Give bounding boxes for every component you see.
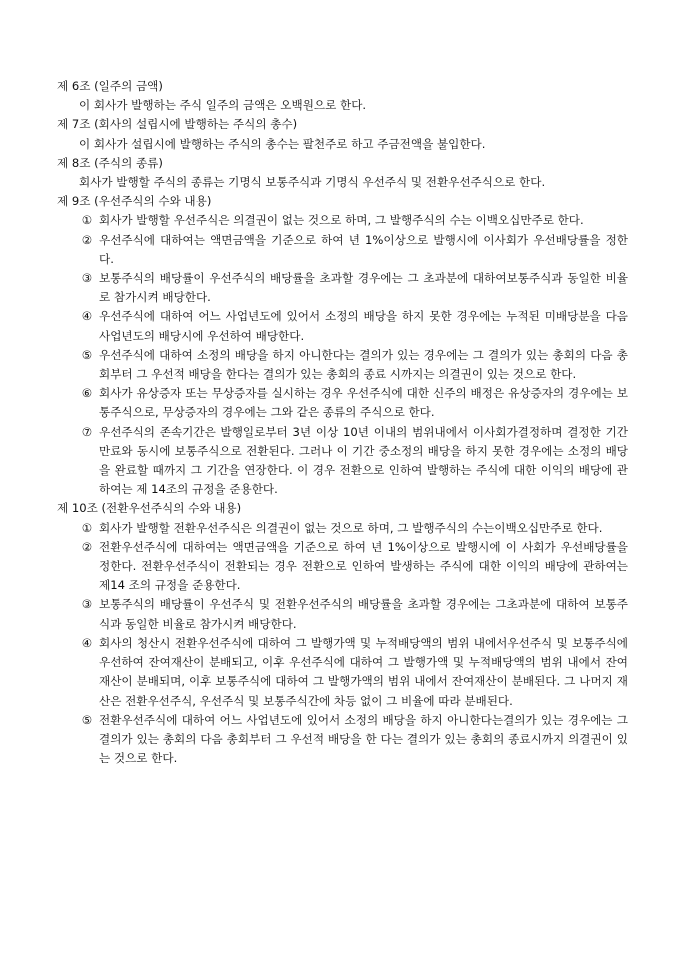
clause-number: ② [81,232,93,247]
clause-item [57,634,628,711]
clause-item [57,384,628,422]
clause-text: 회사가 발행할 우선주식은 의결권이 없는 것으로 하며, 그 발행주식의 수는 이백오십만주로 한다. [99,213,584,228]
article-heading: 제 9조 (우선주식의 수와 내용) [57,194,212,209]
clause-number: ① [81,520,93,535]
clause-number: ① [81,213,93,228]
clause-text: 회사가 발행할 전환우선주식은 의결권이 없는 것으로 하며, 그 발행주식의 수는이백오십만주로 한다. [99,520,603,535]
clause-text: 보통주식의 배당률이 우선주식의 배당률을 초과할 경우에는 그 초과분에 대하여보통주식과 동일한 비율로 참가시켜 배당한다. [99,271,628,305]
article-heading: 제 10조 (전환우선주식의 수와 내용) [57,501,242,516]
clause-number: ③ [81,271,93,286]
clause-item [57,423,628,500]
article-body: 회사가 발행할 주식의 종류는 기명식 보통주식과 기명식 우선주식 및 전환우선주식으로 한다. [79,175,546,190]
clause-number: ⑤ [81,712,93,727]
clause-text: 보통주식의 배당률이 우선주식 및 전환우선주식의 배당률을 초과할 경우에는 그초과분에 대하여 보통주식과 동일한 비율로 참가시켜 배당한다. [99,597,628,631]
article-body: 이 회사가 설립시에 발행하는 주식의 총수는 팔천주로 하고 주금전액을 불입한다. [79,136,486,151]
clause-number: ⑤ [81,347,93,362]
clause-item [57,538,628,596]
clause-item [57,595,628,633]
clause-text: 회사가 유상증자 또는 무상증자를 실시하는 경우 우선주식에 대한 신주의 배정은 유상증자의 경우에는 보통주식으로, 무상증자의 경우에는 그와 같은 종류의 주식으로 한다. [99,386,628,420]
clause-item [57,269,628,307]
clause-item [57,711,628,769]
article-9 [57,192,628,499]
article-8 [57,154,628,192]
clause-number: ③ [81,597,93,612]
article-heading: 제 8조 (주식의 종류) [57,155,163,170]
clause-text: 전환우선주식에 대하여는 액면금액을 기준으로 하여 년 1%이상으로 발행시에 이 사회가 우선배당률을 정한다. 전환우선주식이 전환되는 경우 전환으로 인하여 발생하는 주식에 대한 이익의 배당에 관하여는 제14 조의 규정을 준용한다. [99,539,628,593]
clause-text: 회사의 청산시 전환우선주식에 대하여 그 발행가액 및 누적배당액의 범위 내에서우선주식 및 보통주식에 우선하여 잔여재산이 분배되고, 이후 우선주식에 대하여 그 발행가액 및 누적배당액의 범위 내에서 잔여재산이 분배되며, 이후 보통주식에 대하여 그 발행가액의 범위 내에서 잔여재산이 분배된다. 그 나머지 재산은 전환우선주식, 우선주식 및 보통주식간에 차등 없이 그 비율에 따라 분배된다. [99,635,628,708]
clause-text: 우선주식의 존속기간은 발행일로부터 3년 이상 10년 이내의 범위내에서 이사회가결정하며 결정한 기간 만료와 동시에 보통주식으로 전환된다. 그러나 이 기간 중소정의 배당을 하지 못한 경우에는 소정의 배당을 완료할 때까지 그 기간을 연장한다. 이 경우 전환으로 인하여 발행하는 주식에 대한 이익의 배당에 관하여는 제 14조의 규정을 준용한다. [99,424,628,497]
article-heading: 제 6조 (일주의 금액) [57,79,163,93]
clause-number: ⑥ [81,386,93,401]
article-7 [57,115,628,153]
clause-text: 우선주식에 대하여 어느 사업년도에 있어서 소정의 배당을 하지 못한 경우에는 누적된 미배당분을 다음 사업년도의 배당시에 우선하여 배당한다. [99,309,628,343]
clause-list [57,519,628,769]
article-heading: 제 7조 (회사의 설립시에 발행하는 주식의 총수) [57,117,298,132]
clause-item [57,346,628,384]
clause-item [57,231,628,269]
clause-number: ④ [81,635,93,650]
clause-number: ② [81,539,93,554]
clause-list [57,211,628,499]
clause-number: ⑦ [81,424,93,439]
clause-text: 우선주식에 대하여 소정의 배당을 하지 아니한다는 결의가 있는 경우에는 그 결의가 있는 총회의 다음 총회부터 그 우선적 배당을 한다는 결의가 있는 총회의 종료 시까지는 의결권이 있는 것으로 한다. [99,347,628,382]
clause-text: 전환우선주식에 대하여 어느 사업년도에 있어서 소정의 배당을 하지 아니한다는결의가 있는 경우에는 그 결의가 있는 총회의 다음 총회부터 그 우선적 배당을 한 다는 결의가 있는 총회의 종료시까지 의결권이 있는 것으로 한다. [99,712,628,766]
article-10 [57,499,628,768]
article-6 [57,77,628,115]
clause-text: 우선주식에 대하여는 액면금액을 기준으로 하여 년 1%이상으로 발행시에 이사회가 우선배당률을 정한다. [99,232,628,266]
clause-item [57,211,628,230]
clause-item [57,519,628,538]
clause-number: ④ [81,309,93,324]
article-body: 이 회사가 발행하는 주식 일주의 금액은 오백원으로 한다. [79,98,367,113]
clause-item [57,307,628,345]
